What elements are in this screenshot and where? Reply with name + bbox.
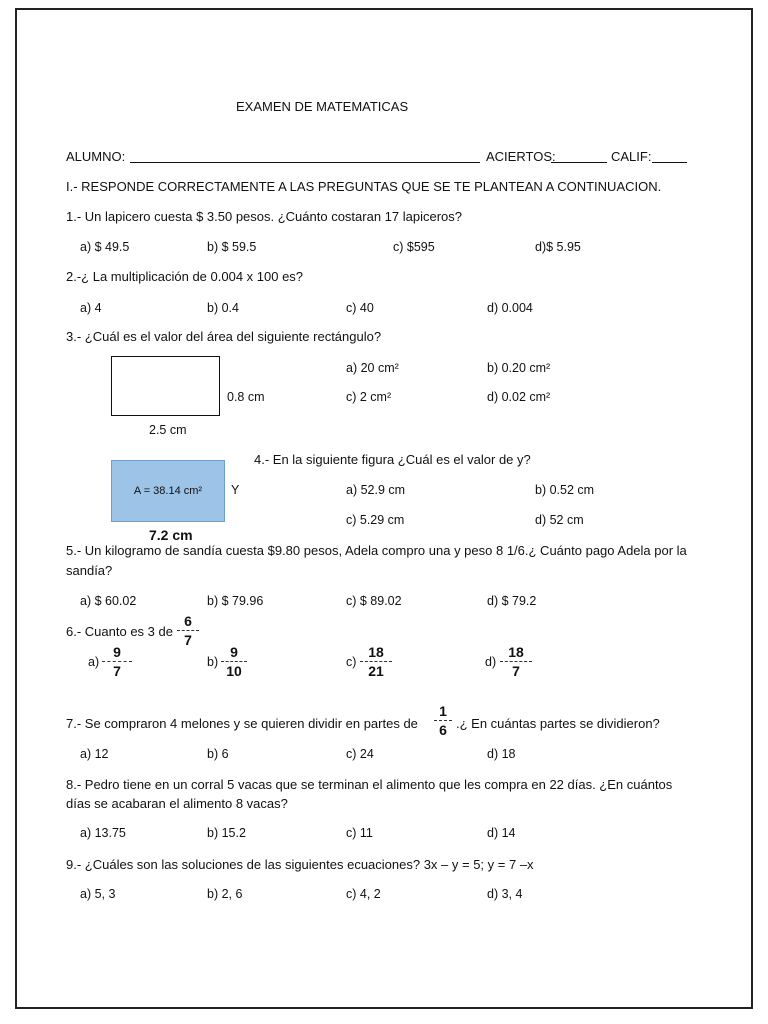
q7-option-c[interactable]: c) 24 [346, 747, 374, 761]
question-5-text-line2: sandía? [66, 563, 113, 578]
q6-fraction-numerator: 6 [184, 613, 192, 629]
q5-option-d[interactable]: d) $ 79.2 [487, 594, 537, 608]
exam-title: EXAMEN DE MATEMATICAS [236, 99, 409, 114]
q1-option-c[interactable]: c) $595 [393, 240, 435, 254]
question-4-text: 4.- En la siguiente figura ¿Cuál es el valor de y? [254, 452, 531, 467]
q6-fraction-denominator: 7 [184, 632, 192, 648]
q4-option-b[interactable]: b) 0.52 cm [535, 483, 595, 497]
q6-option-c-fraction[interactable] [360, 645, 392, 678]
question-1-text: 1.- Un lapicero cuesta $ 3.50 pesos. ¿Cuánto costaran 17 lapiceros? [66, 209, 463, 224]
q1-option-b[interactable]: b) $ 59.5 [207, 240, 257, 254]
rectangle-width-label: 2.5 cm [149, 423, 187, 437]
q2-option-b[interactable]: b) 0.4 [207, 301, 239, 315]
q4-option-c[interactable]: c) 5.29 cm [346, 513, 405, 527]
blue-rectangle-figure [111, 460, 225, 522]
alumno-label: ALUMNO: [66, 149, 126, 164]
aciertos-field-line [551, 162, 607, 163]
q7-option-b[interactable]: b) 6 [207, 747, 229, 761]
q9-option-a[interactable]: a) 5, 3 [80, 887, 116, 901]
q9-option-d[interactable]: d) 3, 4 [487, 887, 523, 901]
q6-option-a-fraction[interactable] [102, 645, 132, 678]
q7-option-d[interactable]: d) 18 [487, 747, 516, 761]
q6-option-b-prefix[interactable]: b) [207, 655, 219, 669]
q7-fraction [434, 704, 452, 737]
q9-option-c[interactable]: c) 4, 2 [346, 887, 381, 901]
q3-option-a[interactable]: a) 20 cm² [346, 361, 399, 375]
question-2-text: 2.-¿ La multiplicación de 0.004 x 100 es? [66, 269, 304, 284]
q3-option-d[interactable]: d) 0.02 cm² [487, 390, 551, 404]
question-3-text: 3.- ¿Cuál es el valor del área del siguiente rectángulo? [66, 329, 382, 344]
q7-fraction-denominator: 6 [439, 722, 447, 738]
q8-option-a[interactable]: a) 13.75 [80, 826, 126, 840]
rectangle-figure [111, 356, 220, 416]
y-label: Y [231, 483, 240, 497]
q6-d-denominator: 7 [512, 663, 520, 679]
q6-fraction [177, 614, 199, 647]
q5-option-a[interactable]: a) $ 60.02 [80, 594, 137, 608]
q8-option-c[interactable]: c) 11 [346, 826, 373, 840]
question-6-text: 6.- Cuanto es 3 de [66, 624, 173, 639]
q6-option-b-fraction[interactable] [221, 645, 247, 678]
question-8-text-line1: 8.- Pedro tiene en un corral 5 vacas que se terminan el alimento que les compra en 22 días. ¿En cuántos [66, 777, 673, 792]
question-9-text: 9.- ¿Cuáles son las soluciones de las siguientes ecuaciones? 3x – y = 5; y = 7 –x [66, 857, 534, 872]
q4-option-a[interactable]: a) 52.9 cm [346, 483, 406, 497]
question-8-text-line2: días se acabaran el alimento 8 vacas? [66, 796, 288, 811]
question-7-text-end: .¿ En cuántas partes se dividieron? [456, 716, 660, 731]
alumno-field-line [130, 162, 480, 163]
q8-option-b[interactable]: b) 15.2 [207, 826, 246, 840]
q2-option-a[interactable]: a) 4 [80, 301, 102, 315]
calif-label: CALIF: [611, 149, 652, 164]
q6-b-denominator: 10 [226, 663, 242, 679]
q5-option-b[interactable]: b) $ 79.96 [207, 594, 264, 608]
q7-option-a[interactable]: a) 12 [80, 747, 109, 761]
area-label: A = 38.14 cm² [133, 485, 203, 497]
q9-option-b[interactable]: b) 2, 6 [207, 887, 243, 901]
question-7-text: 7.- Se compraron 4 melones y se quieren dividir en partes de [66, 716, 418, 731]
question-5-text-line1: 5.- Un kilogramo de sandía cuesta $9.80 pesos, Adela compro una y peso 8 1/6.¿ Cuánto pago Adela por la [66, 543, 687, 558]
q3-option-c[interactable]: c) 2 cm² [346, 390, 392, 404]
q6-option-a-prefix[interactable]: a) [88, 655, 100, 669]
q5-option-c[interactable]: c) $ 89.02 [346, 594, 402, 608]
q6-option-c-prefix[interactable]: c) [346, 655, 357, 669]
aciertos-label: ACIERTOS: [486, 149, 556, 164]
q6-a-numerator: 9 [113, 644, 121, 660]
q6-a-denominator: 7 [113, 663, 121, 679]
q1-option-d[interactable]: d)$ 5.95 [535, 240, 581, 254]
calif-field-line [652, 162, 687, 163]
q4-option-d[interactable]: d) 52 cm [535, 513, 584, 527]
q6-option-d-prefix[interactable]: d) [485, 655, 497, 669]
q6-d-numerator: 18 [508, 644, 524, 660]
blue-rectangle-width-label: 7.2 cm [149, 527, 193, 543]
q6-c-denominator: 21 [368, 663, 384, 679]
q2-option-c[interactable]: c) 40 [346, 301, 374, 315]
q6-b-numerator: 9 [230, 644, 238, 660]
section-instruction: I.- RESPONDE CORRECTAMENTE A LAS PREGUNTAS QUE SE TE PLANTEAN A CONTINUACION. [66, 179, 662, 194]
rectangle-height-label: 0.8 cm [227, 390, 265, 404]
q6-c-numerator: 18 [368, 644, 384, 660]
q7-fraction-numerator: 1 [439, 703, 447, 719]
q8-option-d[interactable]: d) 14 [487, 826, 516, 840]
q6-option-d-fraction[interactable] [500, 645, 532, 678]
q1-option-a[interactable]: a) $ 49.5 [80, 240, 130, 254]
q2-option-d[interactable]: d) 0.004 [487, 301, 533, 315]
q3-option-b[interactable]: b) 0.20 cm² [487, 361, 551, 375]
